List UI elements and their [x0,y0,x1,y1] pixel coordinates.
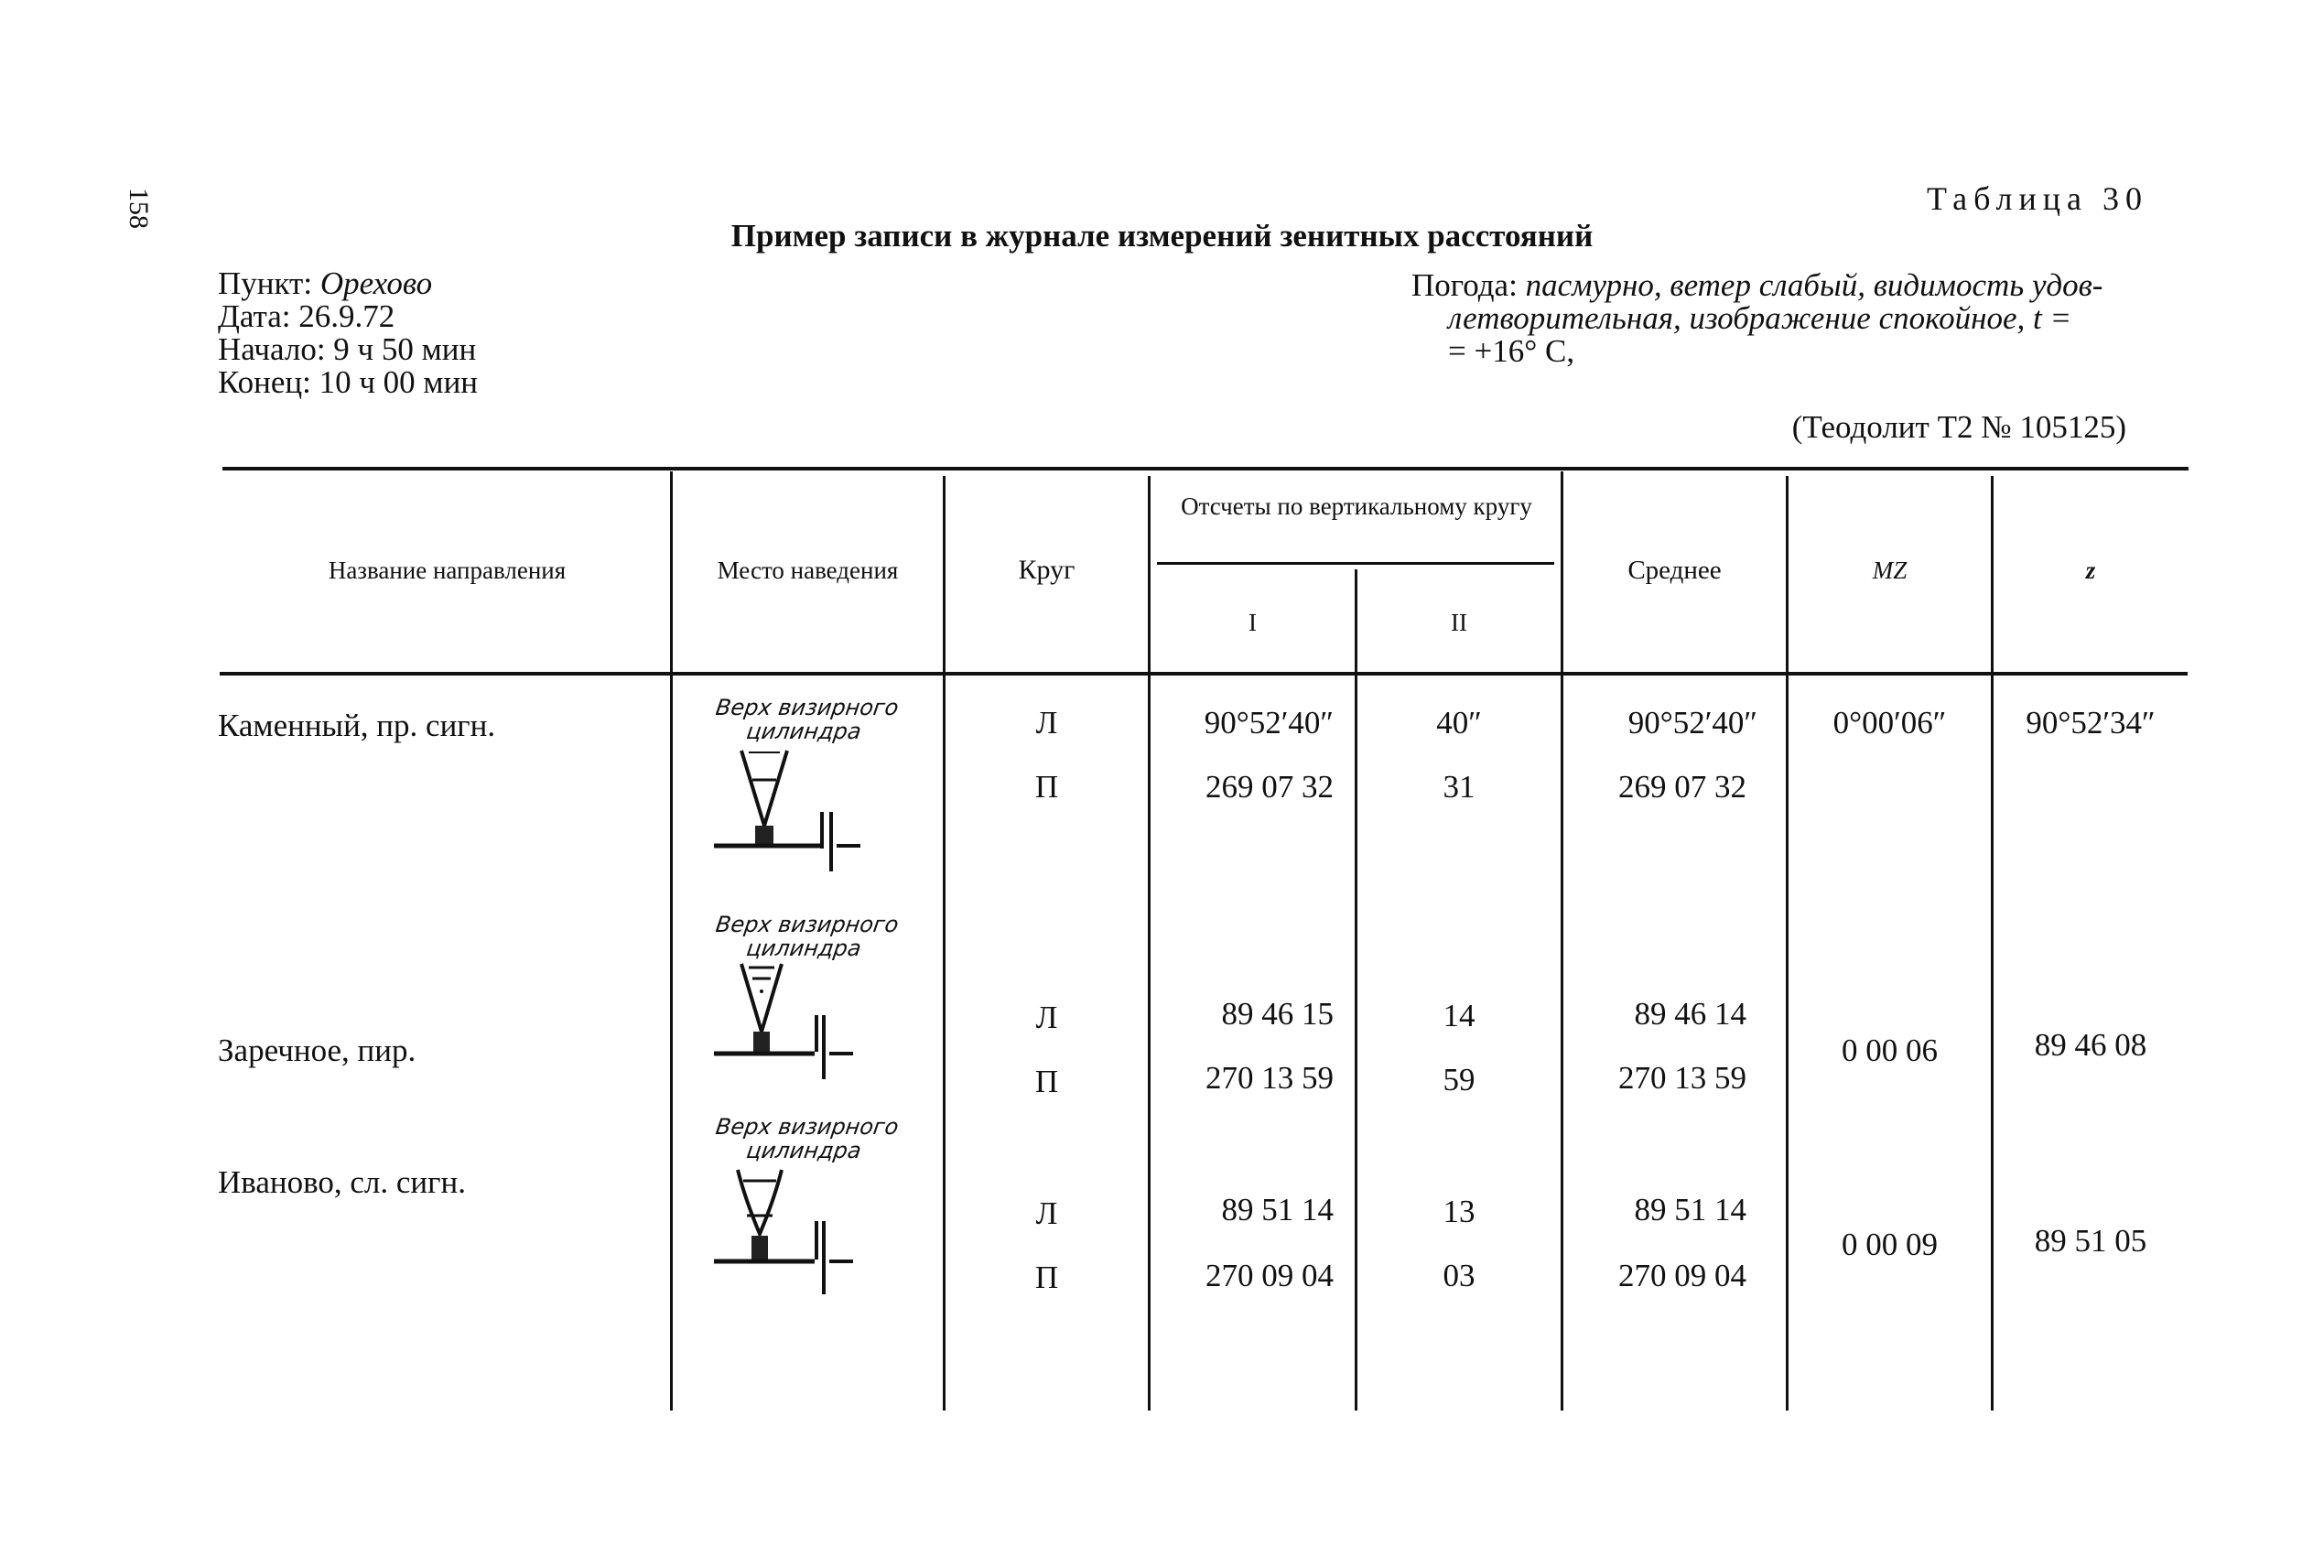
row-1-reading-2-r: 31 [1443,769,1475,805]
row-3-mean-l: 89 51 14 [1634,1192,1746,1227]
row-3-direction: Иваново, сл. сигн. [218,1164,466,1200]
row-1-circle-r: П [1034,769,1059,805]
sighting-target-icon [714,960,897,1088]
weather-block [1411,269,2199,368]
observation-meta [218,267,478,399]
start-line: Начало: 9 ч 50 мин [218,331,477,367]
readings-group-rule [1157,562,1554,565]
row-2-z: 89 46 08 [2034,1027,2147,1063]
row-1-mean-r: 269 07 32 [1618,769,1746,805]
row-2-reading-2-l: 14 [1443,998,1475,1033]
header-mz: MZ [1872,557,1908,584]
header-readings-group: Отсчеты по вертикальному кругу [1181,492,1532,520]
point-line: Пункт: Орехово [218,265,433,301]
row-1-reading-1-r: 269 07 32 [1205,769,1334,805]
date-value: 26.9.72 [298,298,395,334]
header-target: Место наведения [717,557,899,584]
row-3-circle-l: Л [1035,1195,1058,1231]
header-direction: Название направления [328,557,567,584]
table-header-rule [220,672,2188,676]
row-2-reading-1-l: 89 46 15 [1221,996,1334,1032]
target-caption: Верх визирного цилиндра [714,912,901,961]
row-1-mean-l: 90°52′40″ [1627,705,1757,741]
row-3-circle-r: П [1034,1260,1059,1295]
date-line: Дата: 26.9.72 [218,298,395,334]
row-2-circle-r: П [1034,1064,1059,1099]
weather-line-1: пасмурно, ветер слабый, видимость удов- [1525,267,2103,303]
row-1-z: 90°52′34″ [2026,705,2156,741]
row-3-mz: 0 00 09 [1842,1227,1938,1262]
header-circle: Круг [1018,555,1076,585]
row-3-z: 89 51 05 [2034,1223,2147,1259]
header-reading-2: II [1451,609,1467,636]
row-2-mean-r: 270 13 59 [1618,1060,1746,1096]
row-1-direction: Каменный, пр. сигн. [218,708,496,743]
sighting-target-icon [714,1162,897,1300]
table-label: Таблица 30 [1927,180,2148,217]
end-line: Конец: 10 ч 00 мин [218,364,479,400]
row-2-direction: Заречное, пир. [218,1033,416,1068]
row-1-circle-l: Л [1035,705,1058,741]
weather-line-2: летворительная, изображение спокойное, t = [1448,300,2072,336]
row-1-reading-2-l: 40″ [1436,705,1482,741]
weather-line-3: = +16° С, [1448,333,1575,369]
instrument-label: (Теодолит Т2 № 105125) [1791,409,2126,445]
row-3-reading-2-r: 03 [1443,1258,1475,1293]
page-title: Пример записи в журнале измерений зенитных расстояний [730,218,1594,254]
col-divider [670,471,673,1411]
col-divider [1786,476,1789,1411]
target-caption: Верх визирного цилиндра [714,1114,901,1163]
row-1-mz: 0°00′06″ [1832,705,1947,741]
row-3-target [714,1114,901,1304]
row-3-reading-1-r: 270 09 04 [1205,1258,1334,1293]
row-2-reading-1-r: 270 13 59 [1205,1060,1334,1096]
row-1-target [714,695,901,876]
end-value: 10 ч 00 мин [319,364,479,400]
sighting-target-icon [714,743,897,871]
start-value: 9 ч 50 мин [333,331,477,367]
header-z: z [2085,557,2096,584]
table-top-rule [222,467,2189,470]
row-3-reading-1-l: 89 51 14 [1221,1192,1334,1227]
row-1-reading-1-l: 90°52′40″ [1204,705,1334,741]
row-3-reading-2-l: 13 [1443,1194,1475,1229]
row-2-circle-l: Л [1035,1000,1058,1035]
row-3-mean-r: 270 09 04 [1618,1258,1746,1293]
page-number: 158 [124,188,154,229]
col-divider [1991,476,1994,1411]
weather-label: Погода: [1411,267,1518,303]
header-reading-1: I [1248,609,1257,636]
row-2-target [714,912,901,1093]
row-2-reading-2-r: 59 [1443,1062,1475,1098]
point-value: Орехово [319,265,433,301]
header-mean: Среднее [1627,556,1722,585]
target-caption: Верх визирного цилиндра [714,695,901,744]
row-2-mean-l: 89 46 14 [1634,996,1746,1032]
row-2-mz: 0 00 06 [1842,1033,1938,1068]
